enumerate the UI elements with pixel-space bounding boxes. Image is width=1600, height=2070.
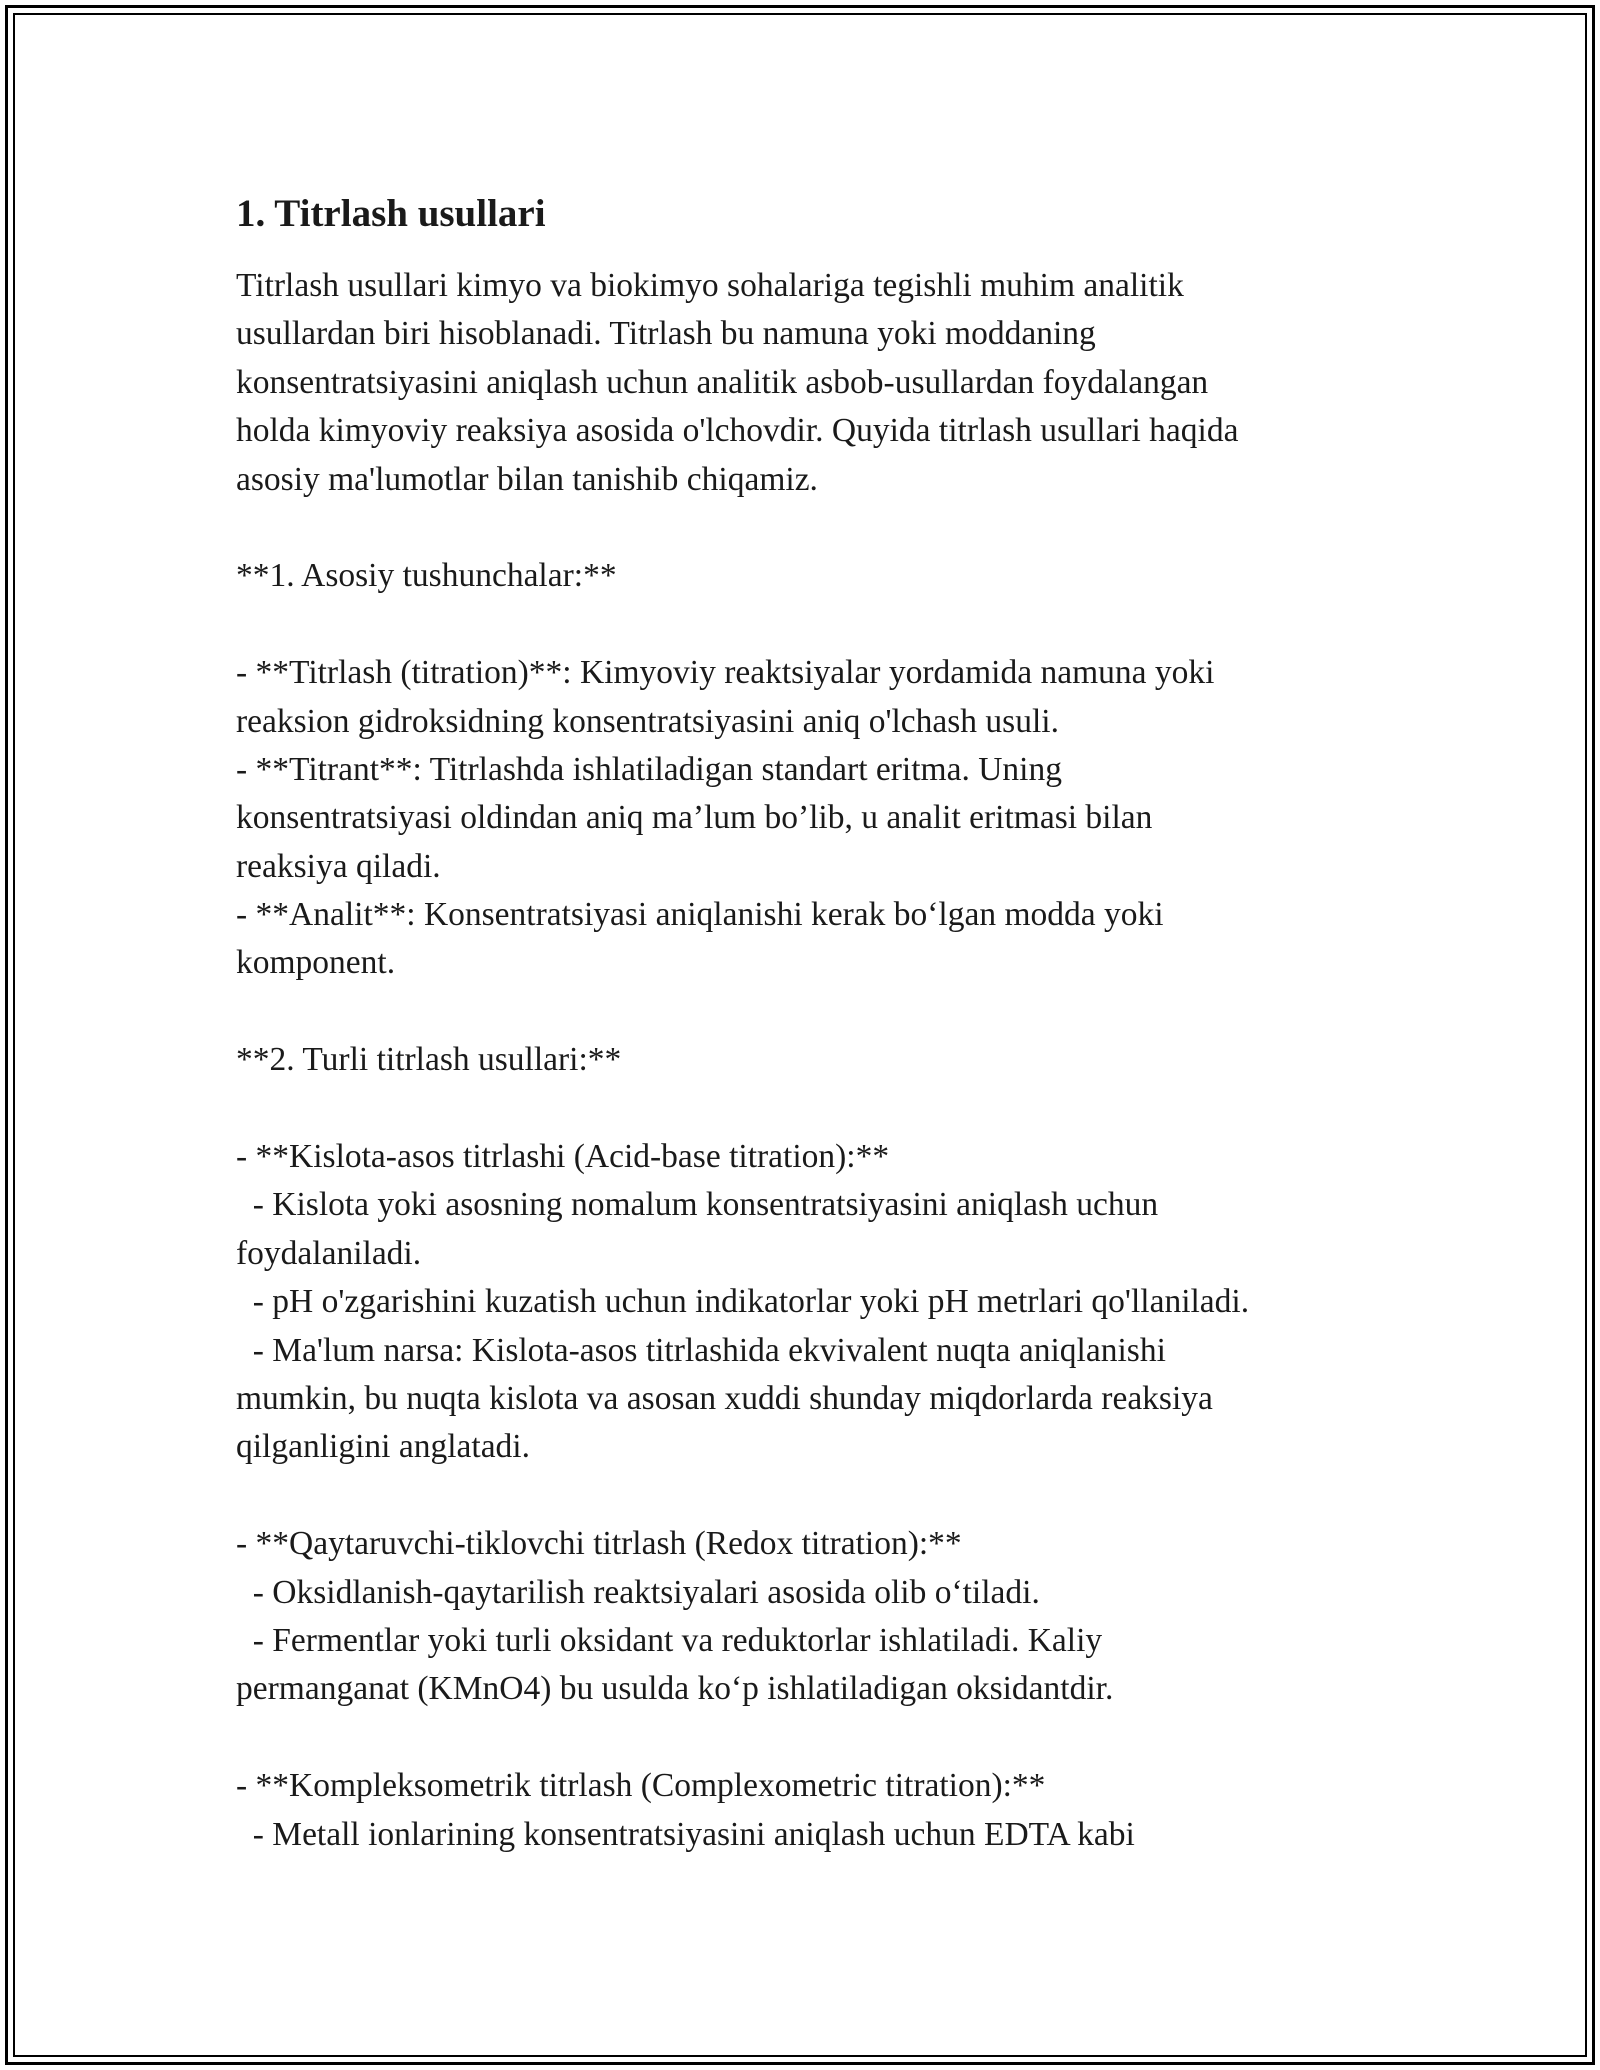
blank-line [236, 601, 1386, 649]
text-line: Titrlash usullari kimyo va biokimyo sohalariga tegishli muhim analitik [236, 267, 1184, 304]
blank-line [236, 504, 1386, 552]
text-line: qilganligini anglatadi. [236, 1428, 530, 1466]
text-line: komponent. [236, 944, 396, 982]
text-line: permanganat (KMnO4) bu usulda ko‘p ishlatiladigan oksidantdir. [236, 1670, 1114, 1708]
blank-line [236, 1472, 1386, 1520]
blank-line [236, 988, 1386, 1036]
blank-line [236, 1085, 1386, 1133]
text-line: holda kimyoviy reaksiya asosida o'lchovdir. Quyida titrlash usullari haqida [236, 412, 1239, 450]
sub-list-item: - Metall ionlarining konsentratsiyasini aniqlash uchun EDTA kabi [236, 1815, 1135, 1853]
list-item: - **Titrlash (titration)**: Kimyoviy reaktsiyalar yordamida namuna yoki [236, 654, 1215, 692]
text-line: mumkin, bu nuqta kislota va asosan xuddi shunday miqdorlarda reaksiya [236, 1379, 1213, 1417]
sub-list-item: - pH o'zgarishini kuzatish uchun indikatorlar yoki pH metrlari qo'llaniladi. [236, 1283, 1250, 1321]
text-line: usullardan biri hisoblanadi. Titrlash bu namuna yoki moddaning [236, 315, 1096, 353]
text-line: reaksiya qiladi. [236, 847, 441, 885]
list-item: - **Qaytaruvchi-tiklovchi titrlash (Redox titration):** [236, 1525, 962, 1563]
list-item: - **Kompleksometrik titrlash (Complexometric titration):** [236, 1767, 1046, 1805]
sub-list-item: - Oksidlanish-qaytarilish reaktsiyalari asosida olib o‘tiladi. [236, 1573, 1040, 1611]
blank-line [236, 1714, 1386, 1762]
subsection-heading: **1. Asosiy tushunchalar:** [236, 557, 617, 595]
list-item: - **Titrant**: Titrlashda ishlatiladigan standart eritma. Uning [236, 750, 1062, 788]
text-line: asosiy ma'lumotlar bilan tanishib chiqamiz. [236, 460, 818, 498]
sub-list-item: - Fermentlar yoki turli oksidant va reduktorlar ishlatiladi. Kaliy [236, 1621, 1103, 1659]
sub-list-item: - Ma'lum narsa: Kislota-asos titrlashida ekvivalent nuqta aniqlanishi [236, 1331, 1166, 1369]
list-item: - **Analit**: Konsentratsiyasi aniqlanishi kerak bo‘lgan modda yoki [236, 896, 1164, 934]
body-text [236, 262, 1386, 1859]
text-line: konsentratsiyasini aniqlash uchun analitik asbob-usullardan foydalangan [236, 363, 1209, 401]
text-line: konsentratsiyasi oldindan aniq ma’lum bo’lib, u analit eritmasi bilan [236, 799, 1153, 837]
document-body [236, 190, 1386, 1859]
section-heading: 1. Titrlash usullari [236, 192, 546, 235]
sub-list-item: - Kislota yoki asosning nomalum konsentratsiyasini aniqlash uchun [236, 1186, 1159, 1224]
text-line: reaksion gidroksidning konsentratsiyasini aniq o'lchash usuli. [236, 702, 1059, 740]
subsection-heading: **2. Turli titrlash usullari:** [236, 1041, 622, 1079]
text-line: foydalaniladi. [236, 1234, 422, 1272]
list-item: - **Kislota-asos titrlashi (Acid-base titration):** [236, 1138, 890, 1176]
